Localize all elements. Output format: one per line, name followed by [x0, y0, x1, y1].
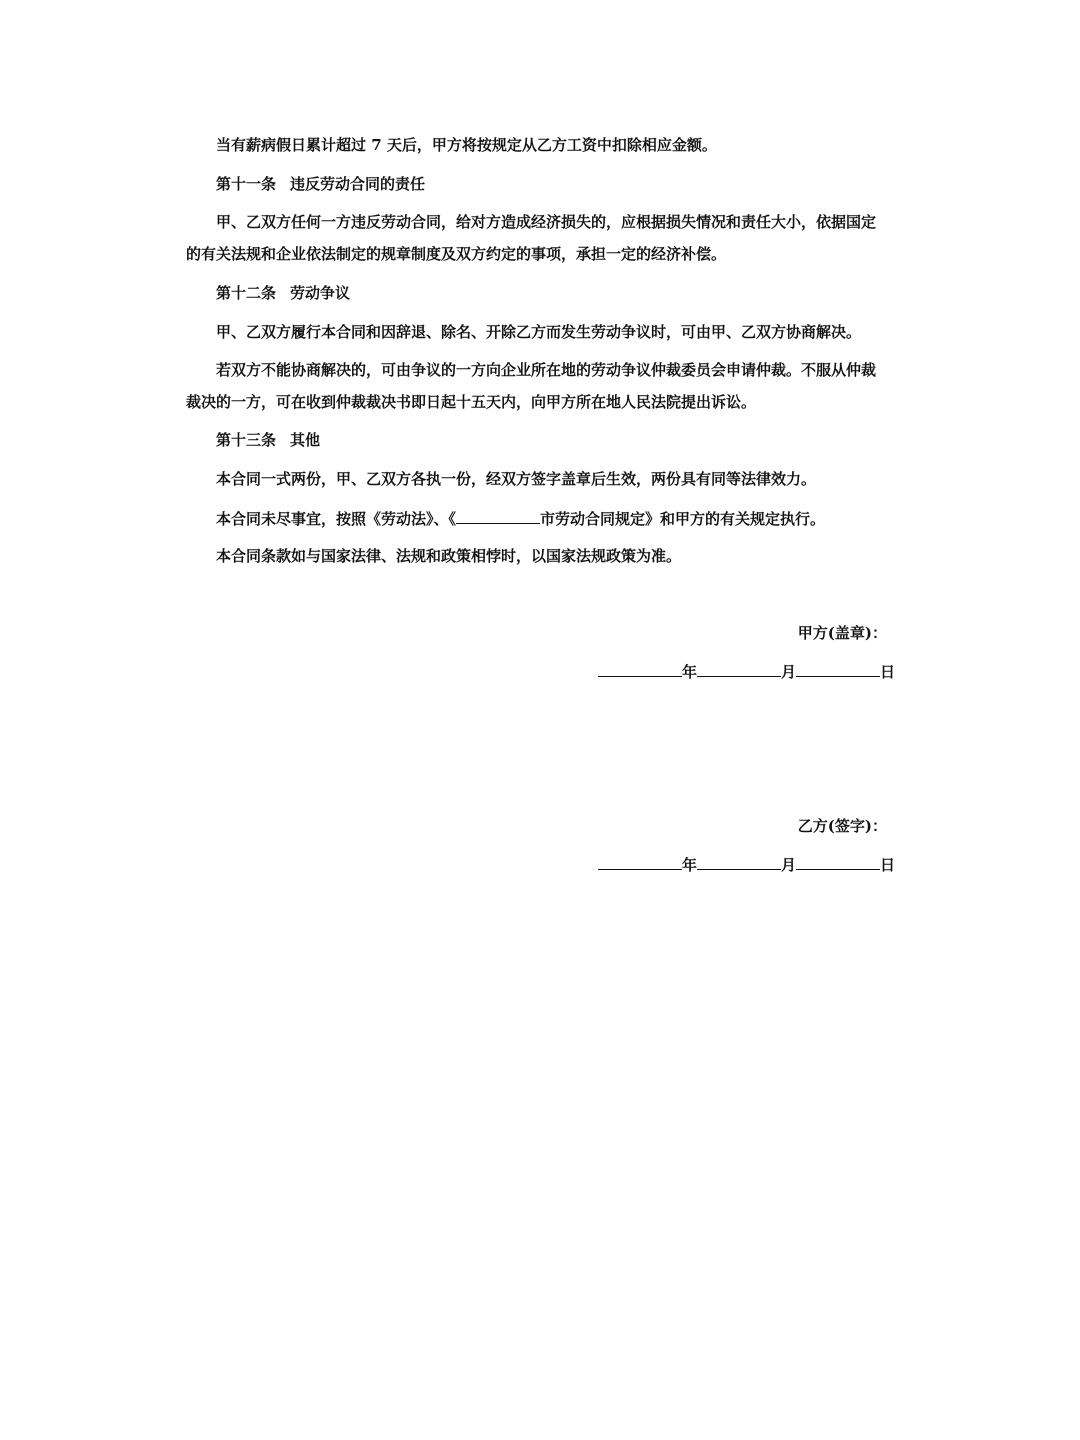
unmatched-text-after: 市劳动合同规定》和甲方的有关规定执行。: [540, 510, 826, 528]
party-b-month-label: 月: [780, 856, 796, 874]
party-b-label: 乙方(签字)：: [797, 817, 887, 835]
paragraph-breach-line-2: 的有关法规和企业依法制定的规章制度及双方约定的事项，承担一定的经济补偿。: [186, 245, 727, 263]
party-a-date: [598, 661, 895, 682]
party-a-year-blank: [598, 661, 682, 677]
paragraph-unmatched: [216, 508, 825, 529]
article-12-heading: [216, 283, 350, 303]
article-11-heading: [216, 174, 425, 194]
article-13-number: 第十三条: [216, 431, 277, 449]
party-b-day-label: 日: [879, 856, 895, 874]
unmatched-text-before: 本合同未尽事宜，按照《劳动法》、《: [216, 510, 457, 528]
party-a-label: 甲方(盖章)：: [797, 624, 887, 642]
article-12-number: 第十二条: [216, 284, 277, 302]
article-12-title: 劳动争议: [290, 284, 351, 302]
party-a-month-label: 月: [780, 663, 796, 681]
paragraph-precedence: 本合同条款如与国家法律、法规和政策相悖时，以国家法规政策为准。: [216, 547, 682, 565]
party-b-year-blank: [598, 854, 682, 870]
party-b-month-blank: [697, 854, 781, 870]
article-11-title: 违反劳动合同的责任: [290, 175, 426, 193]
party-a-day-label: 日: [879, 663, 895, 681]
party-b-day-blank: [796, 854, 880, 870]
party-a-month-blank: [697, 661, 781, 677]
paragraph-arbitration-line-1: 若双方不能协商解决的，可由争议的一方向企业所在地的劳动争议仲裁委员会申请仲裁。不服从仲裁: [216, 361, 877, 379]
city-blank: [456, 508, 540, 524]
party-b-year-label: 年: [681, 856, 697, 874]
article-13-heading: [216, 430, 320, 450]
paragraph-dispute: 甲、乙双方履行本合同和因辞退、除名、开除乙方而发生劳动争议时，可由甲、乙双方协商解决。: [216, 323, 862, 341]
party-b-date: [598, 854, 895, 875]
article-11-number: 第十一条: [216, 175, 277, 193]
article-13-title: 其他: [290, 431, 321, 449]
paragraph-copies: 本合同一式两份，甲、乙双方各执一份，经双方签字盖章后生效，两份具有同等法律效力。: [216, 470, 817, 488]
party-a-year-label: 年: [681, 663, 697, 681]
paragraph-breach-line-1: 甲、乙双方任何一方违反劳动合同，给对方造成经济损失的，应根据损失情况和责任大小，依据国定: [216, 213, 877, 231]
paragraph-sick-leave: 当有薪病假日累计超过 7 天后，甲方将按规定从乙方工资中扣除相应金额。: [216, 136, 717, 154]
party-a-day-blank: [796, 661, 880, 677]
paragraph-arbitration-line-2: 裁决的一方，可在收到仲裁裁决书即日起十五天内，向甲方所在地人民法院提出诉讼。: [186, 393, 757, 411]
